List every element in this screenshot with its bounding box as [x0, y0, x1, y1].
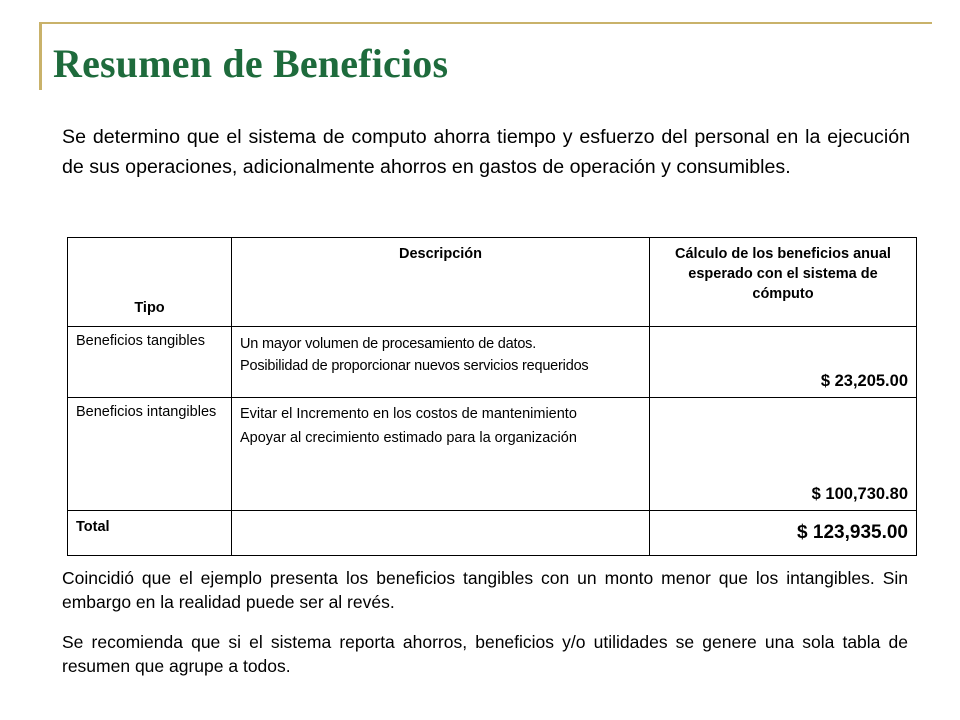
total-label: Total	[68, 511, 232, 556]
description-line: Un mayor volumen de procesamiento de datos.	[240, 336, 537, 352]
benefits-summary-table	[67, 237, 917, 556]
description-line: Apoyar al crecimiento estimado para la organización	[240, 430, 577, 446]
intro-paragraph: Se determino que el sistema de computo ahorra tiempo y esfuerzo del personal en la ejecución de sus operaciones, adicionalmente ahorros en gastos de operación y consumibles.	[62, 126, 910, 178]
decorative-vertical-line	[39, 22, 42, 90]
row-tipo: Beneficios tangibles	[68, 327, 232, 398]
table-row	[68, 398, 917, 511]
table-total-row	[68, 511, 917, 556]
row-amount: $ 100,730.80	[650, 398, 917, 511]
total-empty-cell	[232, 511, 650, 556]
table-row	[68, 327, 917, 398]
note-paragraph: Se recomienda que si el sistema reporta ahorros, beneficios y/o utilidades se genere una sola tabla de resumen que agrupe a todos.	[62, 632, 908, 676]
row-descripcion	[232, 327, 650, 398]
header-tipo: Tipo	[68, 238, 232, 327]
row-descripcion	[232, 398, 650, 511]
description-line: Posibilidad de proporcionar nuevos servicios requeridos	[240, 358, 589, 374]
decorative-horizontal-line	[39, 22, 932, 24]
note-paragraph: Coincidió que el ejemplo presenta los beneficios tangibles con un monto menor que los intangibles. Sin embargo en la realidad puede ser al revés.	[62, 568, 908, 612]
slide-title: Resumen de Beneficios	[53, 41, 449, 86]
header-calculo: Cálculo de los beneficios anual esperado con el sistema de cómputo	[650, 238, 917, 327]
table-header-row	[68, 238, 917, 327]
description-line: Evitar el Incremento en los costos de mantenimiento	[240, 406, 577, 422]
row-amount: $ 23,205.00	[650, 327, 917, 398]
total-amount: $ 123,935.00	[650, 511, 917, 556]
header-descripcion: Descripción	[232, 238, 650, 327]
row-tipo: Beneficios intangibles	[68, 398, 232, 511]
